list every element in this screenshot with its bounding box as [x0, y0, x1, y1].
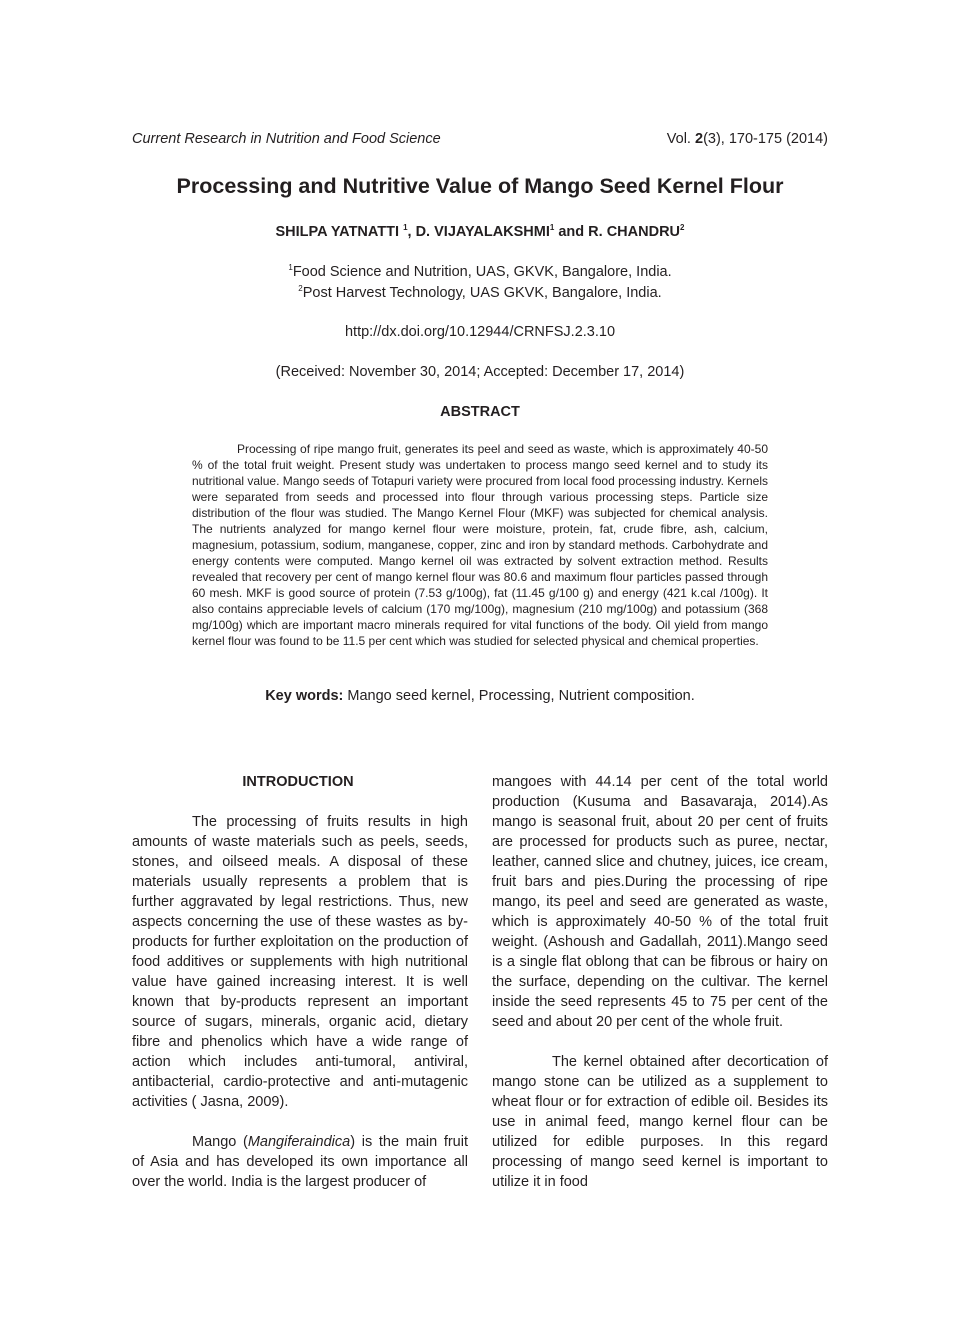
body-paragraph: The processing of fruits results in high amounts of waste materials such as peels, seeds, stones, and oilseed meals. A disposal of these materials usually represents a problem that is further aggravated by legal restrictions. Thus, new aspects concerning the use of these wastes as by-products for further exploitation on the production of food additives or supplements with high nutritional value have gained increasing interest. It is well known that by-products represent an important source of sugars, minerals, organic acid, dietary fibre and phenolics which have a wide range of action which includes anti-tumoral, antiviral, antibacterial, cardio-protective and anti-mutagenic activities ( Jasna, 2009).	[132, 814, 468, 1110]
author-name: and R. CHANDRU	[554, 224, 681, 240]
body-paragraph: The kernel obtained after decortication of mango stone can be utilized as a supplement to wheat flour or for extraction of edible oil. Besides its use in animal feed, mango kernel flour can be utilized for edible purposes. In this regard processing of mango seed kernel is important to utilize it in food	[492, 1054, 828, 1190]
received-dates: (Received: November 30, 2014; Accepted: December 17, 2014)	[275, 364, 685, 380]
body-paragraph: mangoes with 44.14 per cent of the total world production (Kusuma and Basavaraja, 2014).As mango is seasonal fruit, about 20 per cent of fruits are processed for products such as puree, nectar, leather, canned slice and chutney, juices, ice cream, fruit bars and pies.During the processing of ripe mango, its peel and seed are generated as waste, which is approximately 40-50 % of the total fruit weight. (Ashoush and Gadallah, 2011).Mango seed is a single flat oblong that can be fibrous or hairy on the surface, depending on the cultivar. The kernel inside the seed represents 45 to 75 per cent of the seed and about 20 per cent of the whole fruit.	[492, 774, 828, 1030]
right-column	[492, 772, 828, 1192]
section-heading-introduction: INTRODUCTION	[242, 774, 354, 790]
abstract-heading: ABSTRACT	[440, 404, 520, 420]
author-affiliation-mark: 1	[403, 223, 408, 233]
volume-info: Vol. 2(3), 170-175 (2014)	[666, 131, 828, 147]
author-affiliation-mark: 2	[680, 223, 685, 233]
author-name: SHILPA YATNATTI	[275, 224, 404, 240]
left-column	[132, 772, 468, 1192]
article-title: Processing and Nutritive Value of Mango Seed Kernel Flour	[176, 174, 784, 198]
author-affiliation-mark: 1	[549, 223, 555, 233]
body-paragraph: Mango (Mangiferaindica) is the main fruit of Asia and has developed its own importance all over the world. India is the largest producer of	[132, 1134, 468, 1190]
keywords-label: Key words:	[265, 688, 344, 704]
author-name: , D. VIJAYALAKSHMI	[407, 224, 550, 240]
keywords	[120, 686, 840, 707]
doi-link[interactable]: http://dx.doi.org/10.12944/CRNFSJ.2.3.10	[344, 324, 616, 340]
affiliation: $^1$Food Science and Nutrition, UAS, GKVK, Bangalore, India.	[288, 263, 672, 280]
abstract-text: Processing of ripe mango fruit, generates its peel and seed as waste, which is approximately 40-50 % of the total fruit weight. Present study was undertaken to process mango seed kernel and to study its nutritional value. Mango seeds of Totapuri variety were procured from local food processing industry. Kernels were separated from seeds and processed into flour through various processing steps. Particle size distribution of the flour was studied. The Mango Kernel Flour (MKF) was subjected for chemical analysis. The nutrients analyzed for mango kernel flour were moisture, protein, fat, crude fibre, ash, calcium, magnesium, potassium, sodium, manganese, copper, zinc and iron by standard methods. Carbohydrate and energy contents were computed. Mango kernel oil was extracted by solvent extraction method. Results revealed that recovery per cent of mango kernel flour was 80.6 and maximum flour particles passed through 60 mesh. MKF is good source of protein (7.53 g/100g), fat (11.45 g/100 g) and energy (421 k.cal /100g). It also contains appreciable levels of calcium (170 mg/100g), magnesium (210 mg/100g) and potassium (368 mg/100g) which are important macro minerals required for vital functions of the body. Oil yield from mango kernel flour was found to be 11.5 per cent which was studied for selected physical and chemical properties.	[192, 442, 768, 648]
journal-name: Current Research in Nutrition and Food Science	[132, 131, 441, 147]
keywords-text: Mango seed kernel, Processing, Nutrient composition.	[343, 688, 695, 704]
affiliation: $^2$Post Harvest Technology, UAS GKVK, Bangalore, India.	[298, 284, 662, 301]
author-list	[120, 221, 840, 243]
